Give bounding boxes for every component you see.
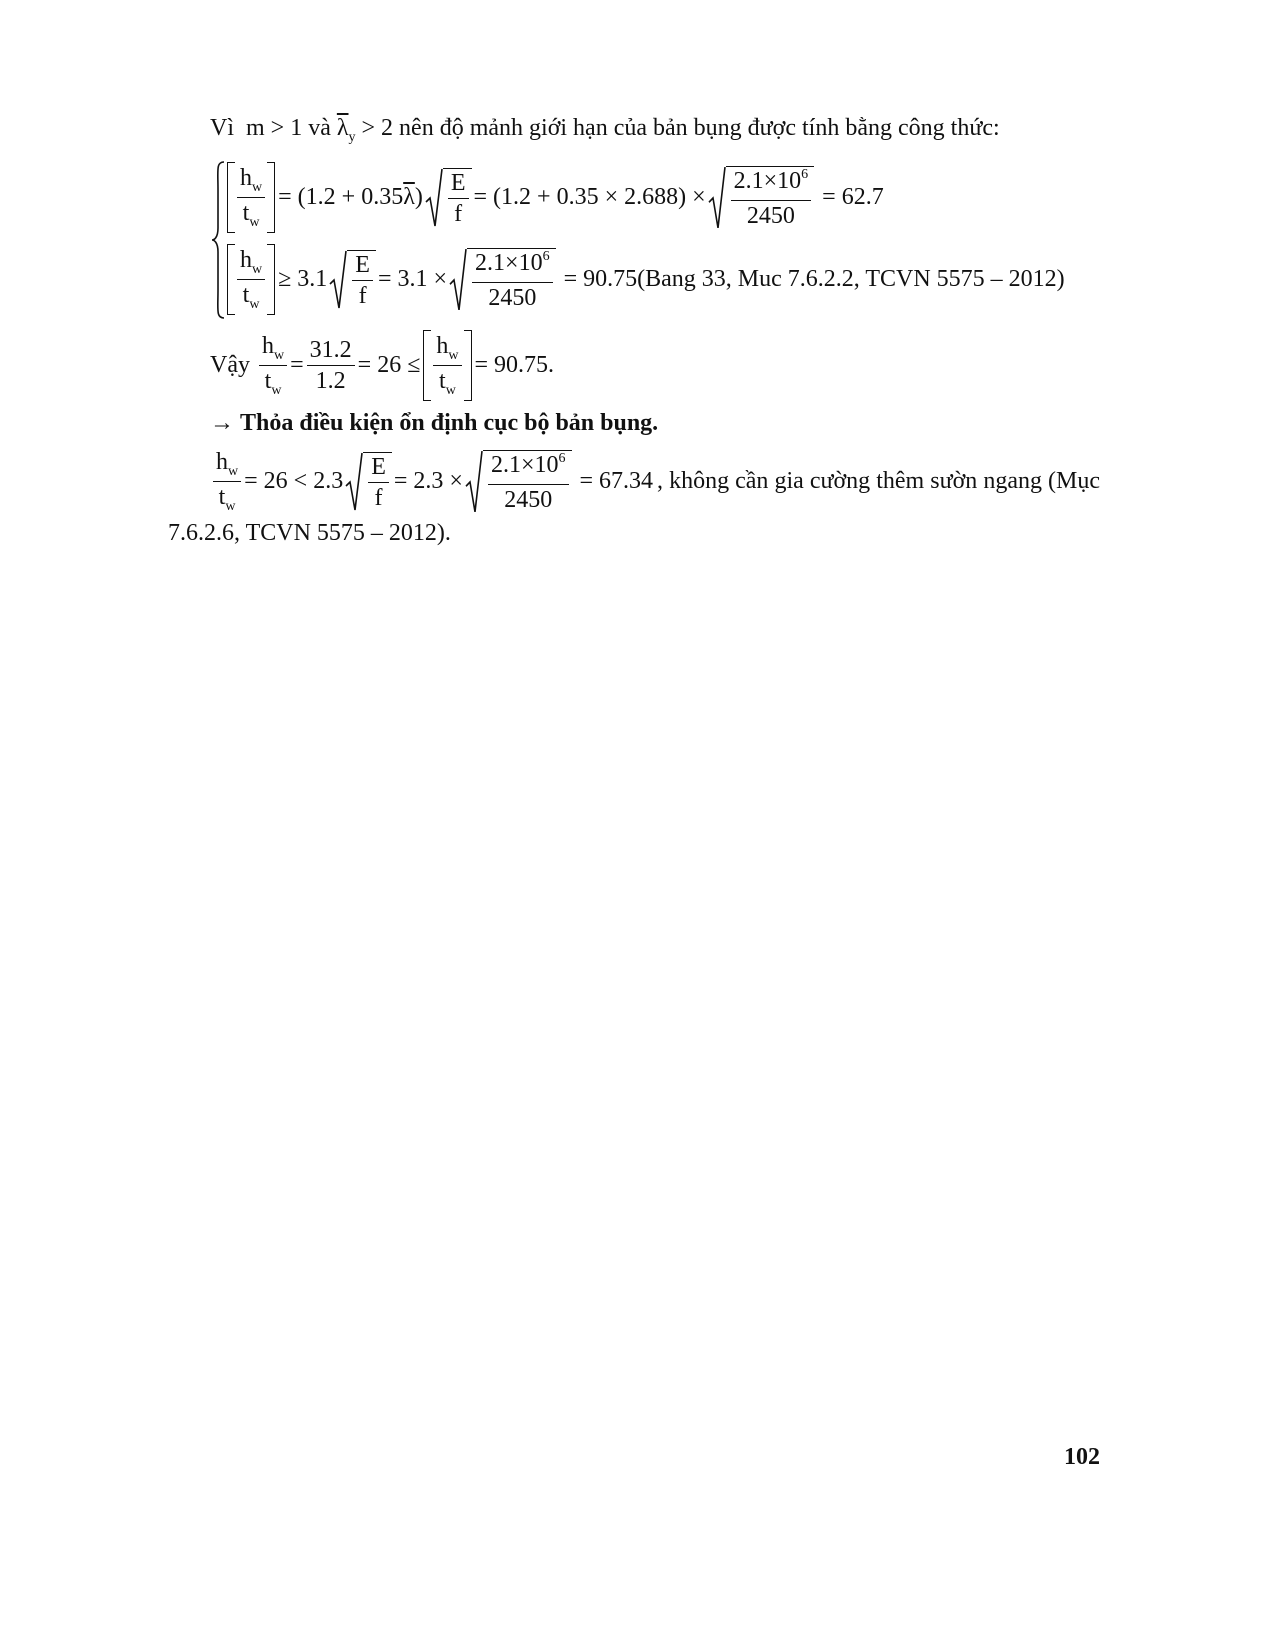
eq4-part-b: = 2.3 × xyxy=(393,468,463,494)
eq4-part-a: = 26 < 2.3 xyxy=(244,468,344,494)
eq4-text: , không cần gia cường thêm sườn ngang (Mục xyxy=(657,468,1100,494)
ratio-bracket: $\frac{h_w}{t_w}$ xyxy=(227,244,275,315)
sqrt-e-over-f: $\frac{E}{f}$ xyxy=(425,168,472,228)
intro-line xyxy=(210,115,1000,145)
eq3-prefix: Vậy xyxy=(210,352,250,378)
conclusion-line xyxy=(210,410,658,437)
eq4-text-continued: 7.6.2.6, TCVN 5575 – 2012). xyxy=(168,520,451,546)
intro-cond2: > 2 xyxy=(361,115,394,141)
intro-and: và xyxy=(308,115,331,141)
eq1-result: = 62.7 xyxy=(822,184,884,210)
eq4-result: = 67.34 xyxy=(579,468,654,494)
equation-3 xyxy=(210,330,554,401)
eq2-part-b: = 3.1 × xyxy=(377,266,448,292)
sqrt-e-over-f: $\frac{E}{f}$ xyxy=(329,250,376,310)
eq2-result: = 90.75(Bang 33, Muc 7.6.2.2, TCVN 5575 – 2012) xyxy=(563,266,1065,292)
ratio-bracket: $\frac{h_w}{t_w}$ xyxy=(227,162,275,233)
sqrt-modulus: $\frac{2.1\times 10^6}{2450}$ xyxy=(708,166,815,230)
ratio-bracket: $\frac{h_w}{t_w}$ xyxy=(423,330,471,401)
eq3-mid: = 26 ≤ xyxy=(357,352,421,378)
eq3-result: = 90.75. xyxy=(474,352,555,378)
sqrt-modulus: $\frac{2.1\times 10^6}{2450}$ xyxy=(449,248,556,312)
intro-cond1: m > 1 xyxy=(246,115,303,141)
eq1-part-a: = (1.2 + 0.35 xyxy=(278,184,404,210)
ratio-fraction: $\frac{h_w}{t_w}$ xyxy=(213,448,241,515)
equation-4 xyxy=(210,448,1100,515)
equation-2 xyxy=(224,244,1065,315)
arrow-icon: → xyxy=(210,410,234,436)
lambda-bar: $\overline{\lambda}$ xyxy=(403,184,415,210)
lambda-y-symbol: $\overline{\lambda}_y$ xyxy=(336,115,356,145)
intro-text: nên độ mảnh giới hạn của bản bụng được tính bằng công thức: xyxy=(399,115,1000,141)
eq2-part-a: ≥ 3.1 xyxy=(278,266,328,292)
page-number: 102 xyxy=(1064,1444,1100,1470)
sqrt-modulus: $\frac{2.1\times 10^6}{2450}$ xyxy=(465,450,572,514)
value-fraction: $\frac{31.2}{1.2}$ xyxy=(307,336,355,395)
eq1-part-c: = (1.2 + 0.35 × 2.688) × xyxy=(473,184,706,210)
ratio-fraction: $\frac{h_w}{t_w}$ xyxy=(259,332,287,399)
eq3-equals: = xyxy=(290,352,304,378)
sqrt-e-over-f: $\frac{E}{f}$ xyxy=(345,452,392,512)
conclusion-text: Thỏa điều kiện ổn định cục bộ bản bụng. xyxy=(240,410,659,436)
eq1-part-b: ) xyxy=(414,184,423,210)
equation-1 xyxy=(224,162,884,233)
intro-prefix: Vì xyxy=(210,115,234,141)
